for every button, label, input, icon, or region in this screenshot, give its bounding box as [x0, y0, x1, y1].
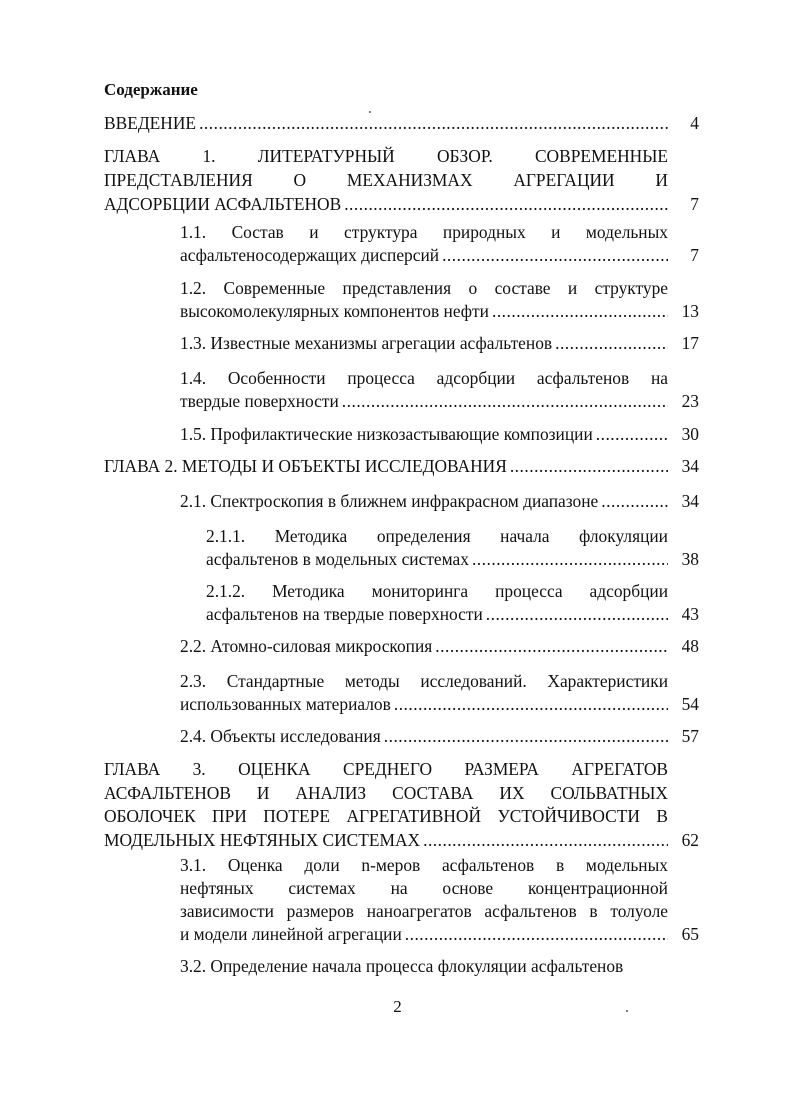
toc-page-number: 54	[681, 694, 699, 714]
toc-entry-s3-2[interactable]	[180, 955, 668, 978]
toc-entry-s2-1[interactable]	[180, 490, 668, 513]
toc-entry-text: 2.2. Атомно-силовая микроскопия	[180, 636, 433, 656]
toc-page-number: 34	[681, 456, 699, 476]
toc-entry-line	[180, 725, 668, 748]
toc-entry-text: 3.2. Определение начала процесса флокуляции асфальтенов	[180, 956, 624, 976]
toc-entry-s1-5[interactable]	[180, 423, 668, 446]
toc-entry-text: АДСОРБЦИИ АСФАЛЬТЕНОВ	[104, 194, 342, 214]
toc-entry-line	[180, 332, 668, 355]
dot-leader	[344, 192, 668, 216]
toc-entry-text: нефтяных системах на основе концентрационной	[180, 878, 668, 898]
dot-leader	[555, 332, 668, 355]
toc-entry-text: 2.1.1. Методика определения начала флокуляции	[206, 526, 668, 546]
toc-page-number: 17	[681, 333, 699, 353]
toc-entry-line	[104, 829, 668, 853]
toc-entry-text: 2.1.2. Методика мониторинга процесса адсорбции	[206, 581, 668, 601]
dot-leader	[492, 300, 668, 323]
toc-entry-text: 1.2. Современные представления о составе и структуре	[180, 278, 668, 298]
toc-page-number: 13	[681, 301, 699, 321]
toc-entry-text: 1.4. Особенности процесса адсорбции асфальтенов на	[180, 368, 668, 388]
toc-entry-text: ГЛАВА 2. МЕТОДЫ И ОБЪЕКТЫ ИССЛЕДОВАНИЯ	[104, 456, 507, 476]
toc-entry-line	[104, 192, 668, 216]
toc-entry-s2-1-1[interactable]	[206, 525, 668, 571]
toc-entry-text: и модели линейной агрегации	[180, 924, 402, 944]
toc-entry-line	[104, 112, 668, 135]
toc-page-number: 4	[690, 113, 699, 133]
toc-entry-ch3[interactable]	[104, 758, 668, 852]
toc-page-number: 30	[681, 424, 699, 444]
toc-entry-ch2[interactable]	[104, 455, 668, 478]
toc-entry-line	[206, 548, 668, 571]
toc-entry-text: МОДЕЛЬНЫХ НЕФТЯНЫХ СИСТЕМАХ	[104, 829, 421, 850]
toc-page-number: 43	[681, 604, 699, 624]
toc-entry-s1-1[interactable]	[180, 221, 668, 267]
toc-entry-text: асфальтенов в модельных системах	[206, 549, 469, 569]
toc-entry-line	[180, 490, 668, 513]
toc-heading: Содержание	[104, 80, 198, 99]
toc-entry-s1-2[interactable]	[180, 277, 668, 323]
toc-entry-s3-1[interactable]	[180, 854, 668, 946]
toc-entry-text: ОБОЛОЧЕК ПРИ ПОТЕРЕ АГРЕГАТИВНОЙ УСТОЙЧИВОСТИ В	[104, 806, 668, 826]
toc-entry-text: 2.4. Объекты исследования	[180, 726, 381, 746]
toc-entry-text: асфальтенов на твердые поверхности	[206, 604, 483, 624]
dot-leader	[601, 490, 668, 513]
dot-leader	[384, 725, 668, 748]
toc-entry-line	[180, 923, 668, 946]
toc-entry-text: использованных материалов	[180, 694, 391, 714]
toc-page-number: 38	[681, 549, 699, 569]
dot-leader	[486, 603, 668, 626]
dot-leader	[342, 390, 668, 413]
toc-entry-s2-1-2[interactable]	[206, 580, 668, 626]
toc-entry-text: ГЛАВА 3. ОЦЕНКА СРЕДНЕГО РАЗМЕРА АГРЕГАТОВ	[104, 759, 668, 779]
toc-entry-text: 1.3. Известные механизмы агрегации асфальтенов	[180, 333, 553, 353]
toc-entry-line	[180, 423, 668, 446]
dot-leader	[199, 112, 668, 135]
toc-page-number: 7	[690, 194, 699, 214]
dot-leader	[596, 423, 668, 446]
toc-entry-text: асфальтеносодержащих дисперсий	[180, 245, 440, 265]
toc-entry-text: АСФАЛЬТЕНОВ И АНАЛИЗ СОСТАВА ИХ СОЛЬВАТНЫХ	[104, 782, 668, 803]
page-number: 2	[393, 997, 402, 1016]
toc-entry-text: твердые поверхности	[180, 391, 339, 411]
dot-leader	[472, 548, 668, 571]
toc-entry-line	[180, 300, 668, 323]
toc-entry-line	[180, 635, 668, 658]
toc-entry-s1-3[interactable]	[180, 332, 668, 355]
toc-page-number: 62	[681, 829, 699, 850]
toc-page-number: 23	[681, 391, 699, 411]
toc-entry-text: 1.1. Состав и структура природных и модельных	[180, 222, 668, 242]
toc-page-number: 65	[681, 924, 699, 944]
toc-page-number: 34	[681, 491, 699, 511]
dot-leader	[394, 693, 668, 716]
dot-leader	[423, 829, 668, 853]
dot-leader	[435, 635, 668, 658]
toc-page-number: 48	[681, 636, 699, 656]
toc-entry-line	[206, 603, 668, 626]
toc-page-number: 7	[690, 245, 699, 265]
toc-entry-text: высокомолекулярных компонентов нефти	[180, 301, 489, 321]
toc-entry-s2-2[interactable]	[180, 635, 668, 658]
toc-entry-text: ПРЕДСТАВЛЕНИЯ О МЕХАНИЗМАХ АГРЕГАЦИИ И	[104, 170, 668, 190]
toc-entry-s2-4[interactable]	[180, 725, 668, 748]
toc-entry-line	[180, 244, 668, 267]
toc-entry-text: 1.5. Профилактические низкозастывающие композиции	[180, 424, 593, 444]
toc-page-number: 57	[681, 726, 699, 746]
toc-entry-line	[104, 455, 668, 478]
toc-entry-text: ГЛАВА 1. ЛИТЕРАТУРНЫЙ ОБЗОР. СОВРЕМЕННЫЕ	[104, 146, 668, 166]
dot-leader	[442, 244, 668, 267]
dot-leader	[405, 923, 668, 946]
toc-entry-text: зависимости размеров наноагрегатов асфальтенов в толуоле	[180, 901, 668, 921]
toc-entry-text: ВВЕДЕНИЕ	[104, 113, 197, 133]
toc-entry-ch1[interactable]	[104, 144, 668, 216]
toc-entry-text: 3.1. Оценка доли n-меров асфальтенов в модельных	[180, 855, 668, 875]
toc-entry-line	[180, 390, 668, 413]
dot-leader	[510, 455, 668, 478]
toc-entry-intro[interactable]	[104, 112, 668, 135]
toc-entry-s1-4[interactable]	[180, 367, 668, 413]
toc-entry-text: 2.1. Спектроскопия в ближнем инфракрасном диапазоне	[180, 491, 599, 511]
toc-entry-line	[180, 693, 668, 716]
toc-entry-text: 2.3. Стандартные методы исследований. Характеристики	[180, 671, 668, 691]
toc-entry-s2-3[interactable]	[180, 670, 668, 716]
